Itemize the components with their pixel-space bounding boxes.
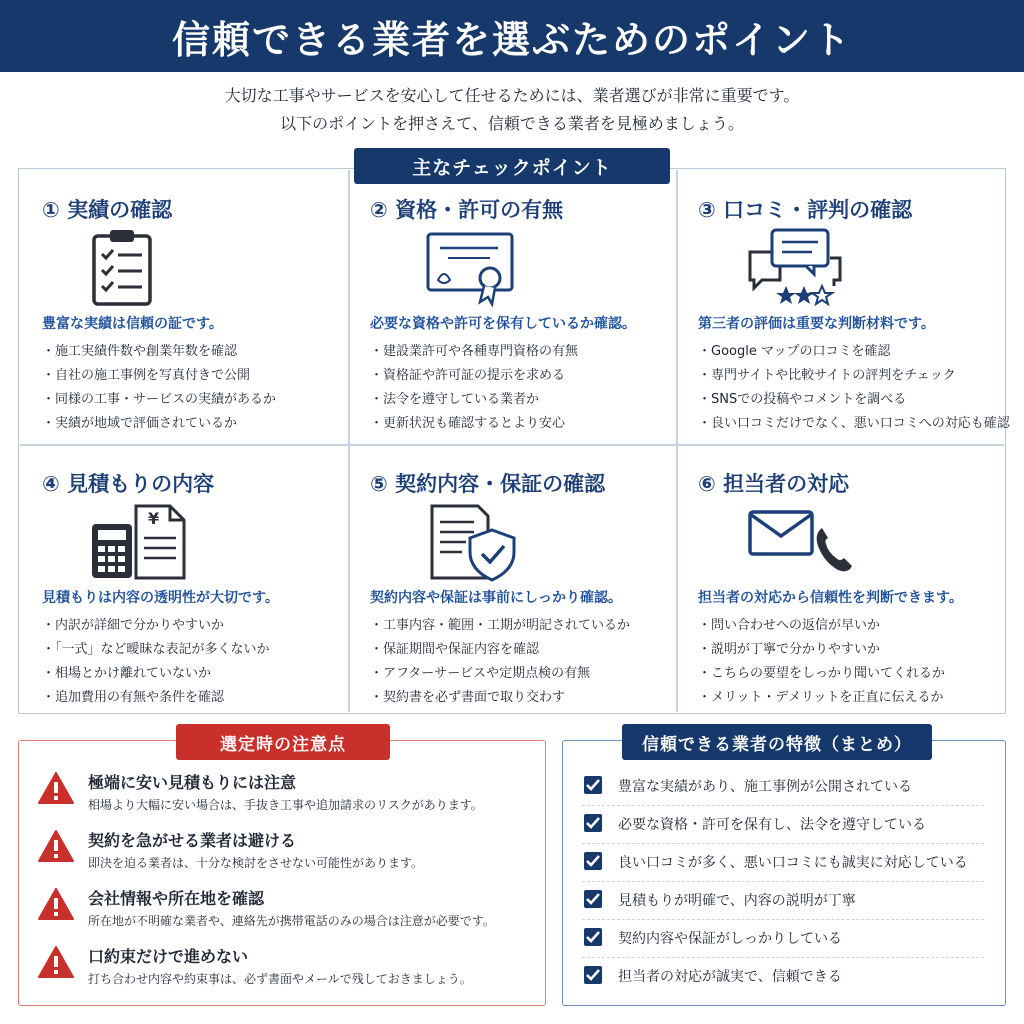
- card-list: [698, 340, 1010, 436]
- list-item: ・ アフターサービスや定期点検の有無: [370, 662, 630, 686]
- review-bubbles-icon: [746, 228, 856, 308]
- checkpoint-card-reviews: [676, 170, 1010, 440]
- list-item: ・ 相場とかけ離れていないか: [42, 662, 270, 686]
- page-header: [0, 0, 1024, 72]
- checkpoints-heading: 主なチェックポイント: [354, 148, 670, 184]
- warning-icon: [38, 946, 74, 978]
- warning-icon: [38, 830, 74, 862]
- page-title: 信頼できる業者を選ぶためのポイント: [171, 17, 852, 62]
- summary-text: 契約内容や保証がしっかりしている: [618, 931, 842, 947]
- checkpoint-card-estimate: [20, 444, 348, 714]
- summary-item: [582, 958, 984, 996]
- checkpoint-card-contract: [348, 444, 676, 714]
- caution-item: [38, 944, 538, 996]
- intro-text: [0, 82, 1024, 138]
- card-lead: 第三者の評価は重要な判断材料です。: [698, 316, 935, 332]
- list-item: ・ 良い口コミだけでなく、悪い口コミへの対応も確認: [698, 412, 1010, 436]
- summary-item: [582, 882, 984, 920]
- caution-desc: 相場より大幅に安い場合は、手抜き工事や追加請求のリスクがあります。: [88, 798, 483, 812]
- list-item: ・ 施工実績件数や創業年数を確認: [42, 340, 276, 364]
- caution-title: 口約束だけで進めない: [88, 947, 249, 966]
- certificate-icon: [418, 228, 528, 308]
- card-list: [698, 614, 945, 710]
- list-item: ・ Google マップの口コミを確認: [698, 340, 1010, 364]
- list-item: ・ 工事内容・範囲・工期が明記されているか: [370, 614, 630, 638]
- checkpoint-card-staff: [676, 444, 1004, 714]
- card-title: ⑥ 担当者の対応: [698, 472, 850, 496]
- caution-title: 極端に安い見積もりには注意: [88, 773, 297, 792]
- list-item: ・ 専門サイトや比較サイトの評判をチェック: [698, 364, 1010, 388]
- checkpoint-card-licenses: [348, 170, 676, 440]
- list-item: ・ 「一式」など曖昧な表記が多くないか: [42, 638, 270, 662]
- checkbox-checked-icon: [584, 928, 602, 946]
- checkbox-checked-icon: [584, 852, 602, 870]
- list-item: ・ 保証期間や保証内容を確認: [370, 638, 630, 662]
- list-item: ・ 実績が地域で評価されているか: [42, 412, 276, 436]
- caution-desc: 即決を迫る業者は、十分な検討をさせない可能性があります。: [88, 856, 424, 870]
- svg-text:¥: ¥: [148, 509, 160, 528]
- card-list: [370, 340, 578, 436]
- caution-item: [38, 886, 538, 938]
- summary-item: [582, 844, 984, 882]
- card-title: ⑤ 契約内容・保証の確認: [370, 472, 606, 496]
- summary-heading: 信頼できる業者の特徴（まとめ）: [622, 724, 932, 760]
- checkpoint-card-track-record: [20, 170, 348, 440]
- summary-text: 見積もりが明確で、内容の説明が丁寧: [618, 893, 856, 909]
- caution-item: [38, 828, 538, 880]
- card-title: ④ 見積もりの内容: [42, 472, 215, 496]
- caution-title: 会社情報や所在地を確認: [88, 889, 265, 908]
- list-item: ・ 契約書を必ず書面で取り交わす: [370, 686, 630, 710]
- clipboard-checklist-icon: [90, 228, 200, 308]
- caution-item: [38, 770, 538, 822]
- summary-text: 必要な資格・許可を保有し、法令を遵守している: [618, 817, 926, 833]
- checkbox-checked-icon: [584, 776, 602, 794]
- summary-text: 豊富な実績があり、施工事例が公開されている: [618, 779, 912, 795]
- card-list: [42, 614, 270, 710]
- summary-item: [582, 806, 984, 844]
- card-lead: 担当者の対応から信頼性を判断できます。: [698, 590, 963, 606]
- summary-text: 良い口コミが多く、悪い口コミにも誠実に対応している: [618, 855, 968, 871]
- intro-line-2: 以下のポイントを押さえて、信頼できる業者を見極めましょう。: [280, 114, 744, 133]
- list-item: ・ 追加費用の有無や条件を確認: [42, 686, 270, 710]
- list-item: ・ 内訳が詳細で分かりやすいか: [42, 614, 270, 638]
- list-item: ・ SNSでの投稿やコメントを調べる: [698, 388, 1010, 412]
- card-list: [370, 614, 630, 710]
- caution-title: 契約を急がせる業者は避ける: [88, 831, 297, 850]
- card-title: ② 資格・許可の有無: [370, 198, 564, 222]
- summary-item: [582, 920, 984, 958]
- list-item: ・ 問い合わせへの返信が早いか: [698, 614, 945, 638]
- list-item: ・ 建設業許可や各種専門資格の有無: [370, 340, 578, 364]
- card-lead: 必要な資格や許可を保有しているか確認。: [370, 316, 636, 332]
- card-title: ① 実績の確認: [42, 198, 173, 222]
- list-item: ・ こちらの要望をしっかり聞いてくれるか: [698, 662, 945, 686]
- card-title: ③ 口コミ・評判の確認: [698, 198, 913, 222]
- checkbox-checked-icon: [584, 814, 602, 832]
- list-item: ・ 自社の施工事例を写真付きで公開: [42, 364, 276, 388]
- summary-text: 担当者の対応が誠実で、信頼できる: [618, 969, 842, 985]
- card-lead: 契約内容や保証は事前にしっかり確認。: [370, 590, 622, 606]
- checkbox-checked-icon: [584, 890, 602, 908]
- calculator-estimate-icon: [90, 502, 200, 582]
- mail-phone-icon: [746, 502, 856, 582]
- warning-icon: [38, 772, 74, 804]
- list-item: ・ 資格証や許可証の提示を求める: [370, 364, 578, 388]
- list-item: ・ 同様の工事・サービスの実績があるか: [42, 388, 276, 412]
- checkbox-checked-icon: [584, 966, 602, 984]
- list-item: ・ 説明が丁寧で分かりやすいか: [698, 638, 945, 662]
- list-item: ・ 法令を遵守している業者か: [370, 388, 578, 412]
- intro-line-1: 大切な工事やサービスを安心して任せるためには、業者選びが非常に重要です。: [224, 86, 800, 105]
- card-lead: 見積もりは内容の透明性が大切です。: [42, 590, 279, 606]
- card-lead: 豊富な実績は信頼の証です。: [42, 316, 223, 332]
- card-list: [42, 340, 276, 436]
- caution-desc: 所在地が不明確な業者や、連絡先が携帯電話のみの場合は注意が必要です。: [88, 914, 495, 928]
- list-item: ・ メリット・デメリットを正直に伝えるか: [698, 686, 945, 710]
- cautions-heading: 選定時の注意点: [176, 724, 390, 760]
- contract-shield-icon: [418, 502, 528, 582]
- summary-item: [582, 768, 984, 806]
- warning-icon: [38, 888, 74, 920]
- caution-desc: 打ち合わせ内容や約束事は、必ず書面やメールで残しておきましょう。: [88, 972, 472, 986]
- list-item: ・ 更新状況も確認するとより安心: [370, 412, 578, 436]
